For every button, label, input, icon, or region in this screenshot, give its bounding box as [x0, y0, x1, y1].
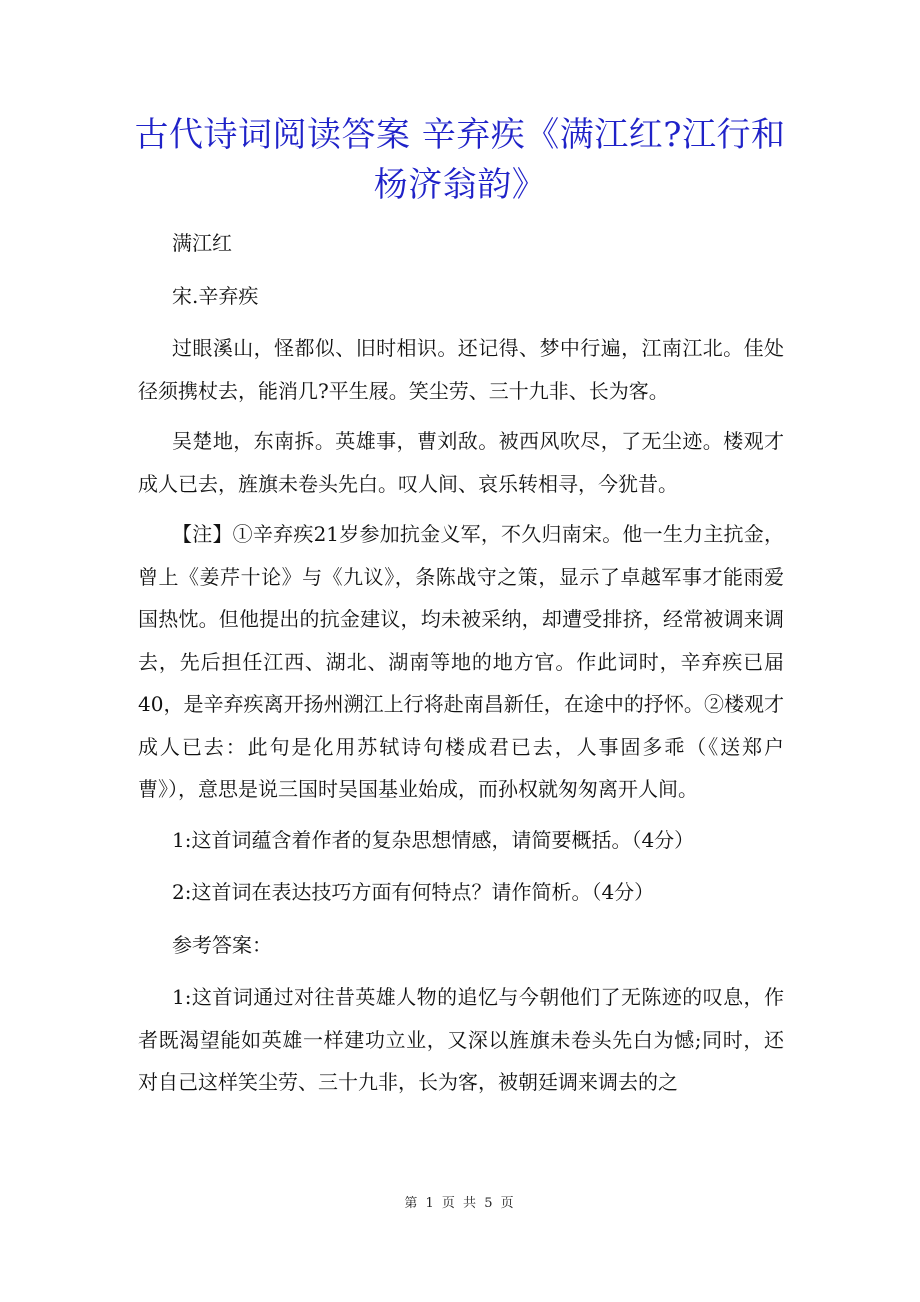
answer-1: 1:这首词通过对往昔英雄人物的追忆与今朝他们了无陈迹的叹息，作者既渴望能如英雄一样建功立业，又深以旌旗未卷头先白为憾;同时，还对自己这样笑尘劳、三十九非，长为客，被朝廷调来调去的之 [138, 985, 784, 1094]
poem-author: 宋.辛弃疾 [172, 283, 259, 308]
document-body [138, 222, 784, 1112]
title-line-2: 杨济翁韵》 [373, 165, 547, 205]
page-title [120, 110, 800, 210]
answer-heading: 参考答案： [172, 932, 272, 957]
annotation-paragraph: 【注】①辛弃疾21岁参加抗金义军，不久归南宋。他一生力主抗金，曾上《姜芹十论》与《九议》，条陈战守之策，显示了卓越军事才能雨爱国热忱。但他提出的抗金建议，均未被采纳，却遭受排挤，经常被调来调去，先后担任江西、湖北、湖南等地的地方官。作此词时，辛弃疾已届40，是辛弃疾离开扬州溯江上行将赴南昌新任，在途中的抒怀。②楼观才成人已去：此句是化用苏轼诗句楼成君已去，人事固多乖（《送郑户曹》），意思是说三国时吴国基业始成，而孙权就匆匆离开人间。 [138, 522, 784, 801]
poem-title: 满江红 [172, 231, 232, 255]
page-footer: 第 1 页 共 5 页 [404, 1196, 516, 1211]
question-2: 2:这首词在表达技巧方面有何特点？请作简析。（4分） [172, 880, 655, 904]
poem-stanza-2: 吴楚地，东南拆。英雄事，曹刘敌。被西风吹尽，了无尘迹。楼观才成人已去，旌旗未卷头先白。叹人间、哀乐转相寻，今犹昔。 [138, 429, 784, 496]
poem-stanza-1: 过眼溪山，怪都似、旧时相识。还记得、梦中行遍，江南江北。佳处径须携杖去，能消几?平生屐。笑尘劳、三十九非、长为客。 [138, 336, 784, 403]
title-line-1: 古代诗词阅读答案 辛弃疾《满江红?江行和 [134, 115, 786, 155]
question-1: 1:这首词蕴含着作者的复杂思想情感，请简要概括。（4分） [172, 827, 695, 852]
